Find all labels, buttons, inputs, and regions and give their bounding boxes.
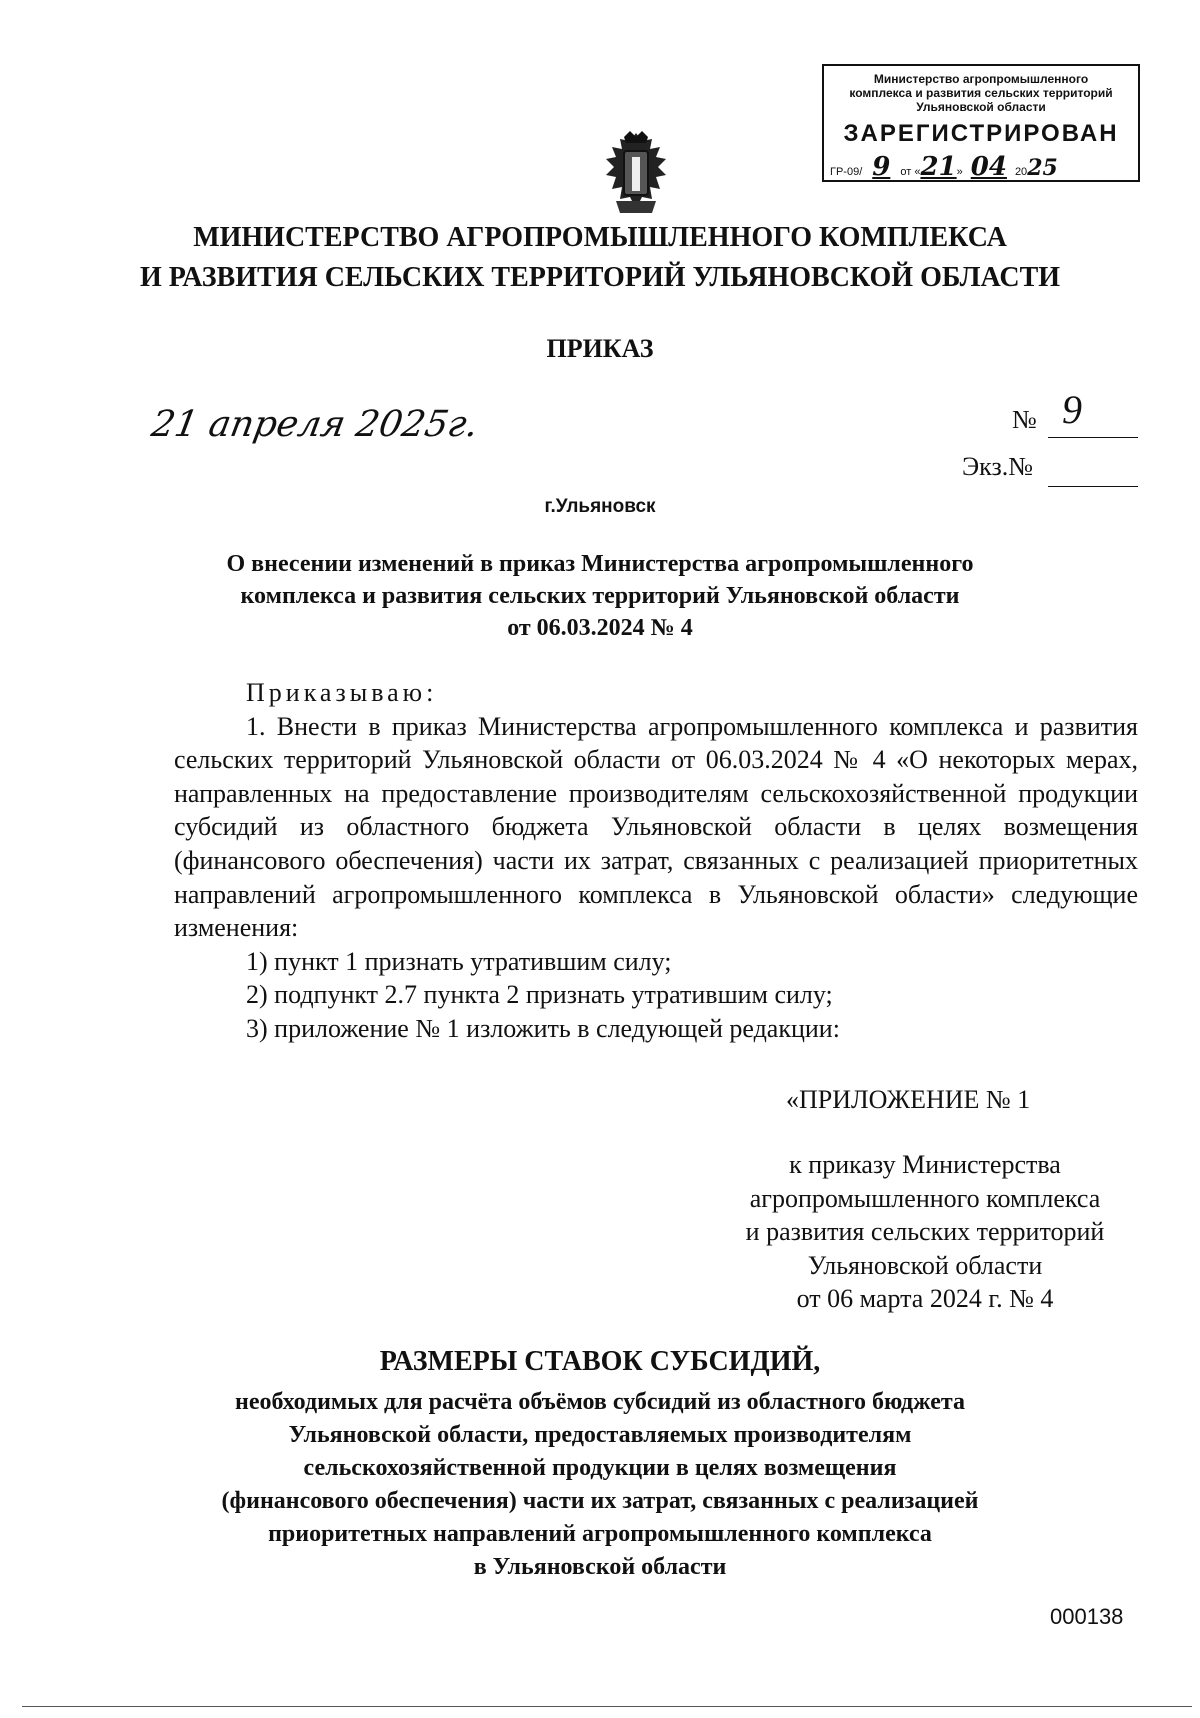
rates-subtitle-line: (финансового обеспечения) части их затрат, связанных с реализацией: [221, 1488, 979, 1514]
stamp-month: 04: [970, 152, 1007, 182]
stamp-from-label: от «: [900, 166, 921, 178]
rates-subtitle: [0, 1386, 1200, 1584]
body-subitem-1: 1) пункт 1 признать утратившим силу;: [246, 946, 672, 976]
stamp-org-line: Министерство агропромышленного: [873, 72, 1089, 86]
stamp-org-line: Ульяновской области: [916, 100, 1046, 114]
rates-title: РАЗМЕРЫ СТАВОК СУБСИДИЙ,: [379, 1346, 821, 1377]
stamp-registration-line: [824, 152, 1138, 182]
rates-subtitle-line: необходимых для расчёта объёмов субсидий из областного бюджета: [235, 1389, 965, 1415]
body-subitem-3: 3) приложение № 1 изложить в следующей редакции:: [246, 1013, 840, 1043]
appendix-reference: [700, 1148, 1150, 1316]
stamp-organization: [824, 72, 1138, 114]
copy-number-label: Экз.№: [962, 452, 1034, 481]
order-subject: [0, 548, 1200, 644]
order-word: Приказываю:: [246, 678, 438, 707]
stamp-year-suffix: 25: [1027, 155, 1058, 181]
registration-stamp: [822, 64, 1140, 182]
rates-subtitle-line: Ульяновской области, предоставляемых производителям: [288, 1422, 912, 1448]
body-item-1: 1. Внести в приказ Министерства агропромышленного комплекса и развития сельских территорий Ульяновской области от 06.03.2024 № 4 «О некоторых мерах, направленных на предоставление производителям сельскохозяйственной продукции субсидий из областного бюджета Ульяновской области в целях возмещения (финансового обеспечения) части их затрат, связанных с реализацией приоритетных направлений агропромышленного комплекса в Ульяновской области» следующие изменения:: [174, 711, 1138, 943]
order-number: 9: [1048, 386, 1138, 438]
appendix-line: агропромышленного комплекса: [749, 1183, 1101, 1213]
appendix-line: от 06 марта 2024 г. № 4: [796, 1284, 1054, 1314]
city: г.Ульяновск: [544, 496, 656, 517]
stamp-gr-number: 9: [872, 152, 891, 182]
rates-subtitle-line: приоритетных направлений агропромышленного комплекса: [268, 1521, 932, 1547]
stamp-year-prefix: 20: [1014, 166, 1028, 178]
ministry-heading: [0, 218, 1200, 298]
coat-of-arms-emblem: [596, 131, 676, 217]
stamp-day: 21: [920, 152, 957, 182]
document-type: ПРИКАЗ: [546, 334, 654, 363]
body-subitem-2: 2) подпункт 2.7 пункта 2 признать утратившим силу;: [246, 980, 833, 1010]
appendix-line: к приказу Министерства: [789, 1150, 1061, 1179]
number-label: №: [1012, 405, 1037, 434]
stamp-registered-label: ЗАРЕГИСТРИРОВАН: [843, 120, 1119, 147]
order-body: [174, 676, 1138, 1046]
ministry-line: МИНИСТЕРСТВО АГРОПРОМЫШЛЕННОГО КОМПЛЕКСА: [193, 222, 1007, 253]
rates-subtitle-line: сельскохозяйственной продукции в целях возмещения: [303, 1455, 897, 1481]
appendix-line: Ульяновской области: [807, 1250, 1043, 1280]
ministry-line: И РАЗВИТИЯ СЕЛЬСКИХ ТЕРРИТОРИЙ УЛЬЯНОВСКОЙ ОБЛАСТИ: [139, 262, 1061, 293]
copy-number-blank: [1048, 486, 1138, 487]
page-code: 000138: [1050, 1604, 1124, 1629]
scan-edge-line: [22, 1706, 1192, 1707]
appendix-heading: «ПРИЛОЖЕНИЕ № 1: [786, 1085, 1031, 1114]
rates-subtitle-line: в Ульяновской области: [473, 1554, 727, 1580]
stamp-month-sep: »: [956, 166, 963, 178]
appendix-line: и развития сельских территорий: [745, 1217, 1105, 1247]
subject-line: О внесении изменений в приказ Министерства агропромышленного: [226, 551, 974, 577]
stamp-gr-prefix: ГР-09/: [830, 166, 863, 178]
handwritten-date: 21 апреля 2025г.: [148, 404, 482, 445]
subject-line: от 06.03.2024 № 4: [507, 615, 693, 641]
stamp-org-line: комплекса и развития сельских территорий: [849, 86, 1113, 100]
subject-line: комплекса и развития сельских территорий Ульяновской области: [240, 583, 960, 609]
